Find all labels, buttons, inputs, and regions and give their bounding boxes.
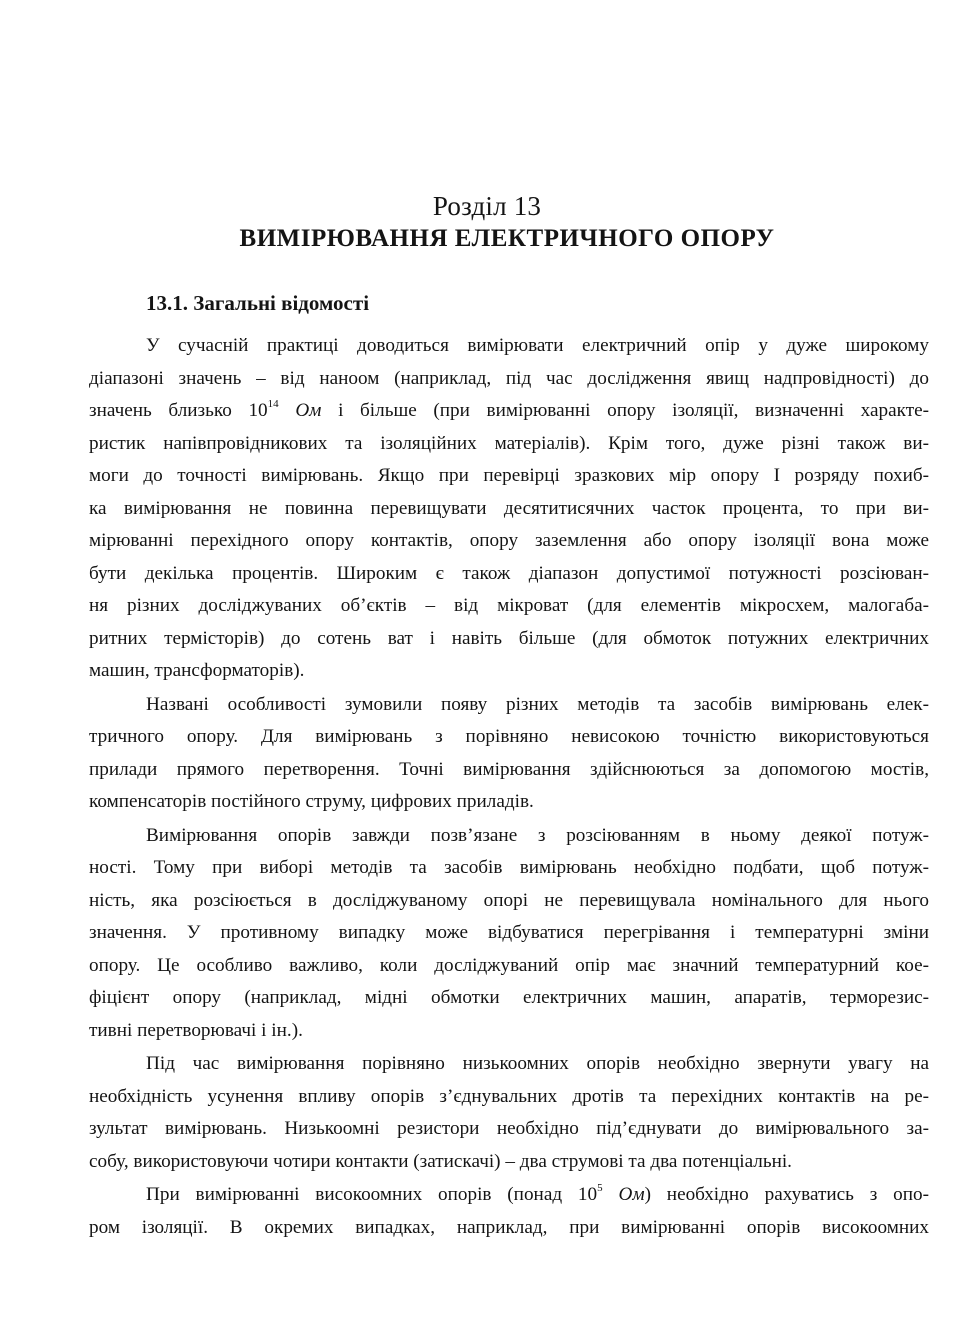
text-line bbox=[89, 1015, 929, 1048]
text-segment: прилади прямого перетворення. Точні вимірювання здійснюються за допомогою мостів, bbox=[89, 758, 929, 780]
text-line bbox=[89, 721, 929, 754]
text-segment: ності. Тому при виборі методів та засобів вимірювань необхідно подбати, щоб потуж- bbox=[89, 857, 929, 878]
text-line bbox=[89, 623, 929, 656]
text-line bbox=[89, 493, 929, 526]
text-line bbox=[89, 1113, 929, 1146]
text-line bbox=[89, 395, 929, 428]
paragraph bbox=[89, 330, 929, 688]
text-segment: машин, трансформаторів). bbox=[89, 660, 305, 681]
text-segment: У сучасній практиці доводиться вимірювати електричний опір у дуже широкому bbox=[146, 335, 929, 356]
text-line bbox=[89, 428, 929, 461]
text-segment: Вимірювання опорів завжди позв’язане з розсіюванням в ньому деякої потуж- bbox=[146, 824, 929, 846]
chapter-title: ВИМІРЮВАННЯ ЕЛЕКТРИЧНОГО ОПОРУ bbox=[239, 225, 775, 252]
text-segment: діапазоні значень – від наноом (наприклад, під час дослідження явищ надпровідності) до bbox=[89, 367, 929, 389]
paragraph bbox=[89, 1179, 929, 1244]
superscript: 5 bbox=[597, 1182, 603, 1194]
text-line bbox=[89, 460, 929, 493]
text-segment: бути декілька процентів. Широким є також діапазон допустимої потужності розсіюван- bbox=[89, 562, 929, 584]
text-segment: тивні перетворювачі і ін.). bbox=[89, 1019, 303, 1041]
paragraph bbox=[89, 820, 929, 1048]
text-segment: собу, використовуючи чотири контакти (затискачі) – два струмові та два потенціальні. bbox=[89, 1150, 792, 1172]
text-line bbox=[89, 525, 929, 558]
text-line bbox=[89, 590, 929, 623]
text-line bbox=[89, 689, 929, 722]
text-segment: ритних термісторів) до сотень ват і навіть більше (для обмоток потужних електричних bbox=[89, 627, 929, 649]
text-segment: опору. Це особливо важливо, коли досліджуваний опір має значний температурний кое- bbox=[89, 954, 929, 976]
text-segment bbox=[279, 400, 296, 421]
text-line bbox=[89, 1081, 929, 1114]
text-segment: тричного опору. Для вимірювань з порівняно невисокою точністю використовуються bbox=[89, 726, 929, 747]
body-text bbox=[89, 330, 929, 1245]
text-segment: Названі особливості зумовили появу різних методів та засобів вимірювань елек- bbox=[146, 693, 929, 715]
text-line bbox=[89, 1048, 929, 1081]
text-segment: ристик напівпровідникових та ізоляційних матеріалів). Крім того, дуже різні також ви- bbox=[89, 432, 929, 454]
text-segment: При вимірюванні високоомних опорів (понад 10 bbox=[146, 1184, 598, 1205]
text-line bbox=[89, 885, 929, 918]
section-heading: 13.1. Загальні відомості bbox=[146, 291, 370, 315]
text-line bbox=[89, 558, 929, 591]
italic-unit: Ом bbox=[295, 400, 322, 421]
text-segment: ром ізоляції. В окремих випадках, наприклад, при вимірюванні опорів високоомних bbox=[89, 1216, 929, 1238]
superscript: 14 bbox=[267, 398, 279, 410]
text-segment: значення. У противному випадку може відбуватися перегрівання і температурні зміни bbox=[89, 922, 929, 943]
text-segment: ) необхідно рахуватись з опо- bbox=[644, 1184, 929, 1205]
text-segment: компенсаторів постійного струму, цифрових приладів. bbox=[89, 791, 534, 812]
text-line bbox=[89, 917, 929, 950]
text-segment: моги до точності вимірювань. Якщо при перевірці зразкових мір опору І розряду похиб- bbox=[89, 465, 929, 486]
text-line bbox=[89, 655, 929, 688]
text-segment: і більше (при вимірюванні опору ізоляції, визначенні характе- bbox=[321, 400, 929, 421]
text-segment: ня різних досліджуваних об’єктів – від мікроват (для елементів мікросхем, малогаба- bbox=[89, 595, 929, 616]
text-line bbox=[89, 363, 929, 396]
chapter-label: Розділ 13 bbox=[432, 191, 542, 221]
text-segment: значень близько 10 bbox=[89, 400, 268, 421]
text-line bbox=[89, 786, 929, 819]
text-line bbox=[89, 950, 929, 983]
text-segment: мірюванні перехідного опору контактів, опору заземлення або опору ізоляції вона може bbox=[89, 530, 929, 551]
text-line bbox=[89, 330, 929, 363]
text-line bbox=[89, 820, 929, 853]
text-line bbox=[89, 754, 929, 787]
text-segment: Під час вимірювання порівняно низькоомних опорів необхідно звернути увагу на bbox=[146, 1053, 929, 1074]
text-line bbox=[89, 1179, 929, 1212]
text-segment: зультат вимірювань. Низькоомні резистори необхідно під’єднувати до вимірювального за- bbox=[89, 1118, 929, 1139]
text-line bbox=[89, 1212, 929, 1245]
text-segment: необхідність усунення впливу опорів з’єднувальних дротів та перехідних контактів на ре- bbox=[89, 1085, 929, 1107]
text-line bbox=[89, 1146, 929, 1179]
text-segment: фіцієнт опору (наприклад, мідні обмотки електричних машин, апаратів, терморезис- bbox=[89, 987, 929, 1008]
paragraph bbox=[89, 689, 929, 819]
text-segment: ність, яка розсіюється в досліджуваному опорі не перевищувала номінального для нього bbox=[89, 889, 929, 911]
text-line bbox=[89, 982, 929, 1015]
paragraph bbox=[89, 1048, 929, 1178]
text-segment bbox=[603, 1184, 619, 1205]
text-segment: ка вимірювання не повинна перевищувати десятитисячних часток процента, то при ви- bbox=[89, 497, 929, 519]
italic-unit: Ом bbox=[618, 1184, 645, 1205]
text-line bbox=[89, 852, 929, 885]
